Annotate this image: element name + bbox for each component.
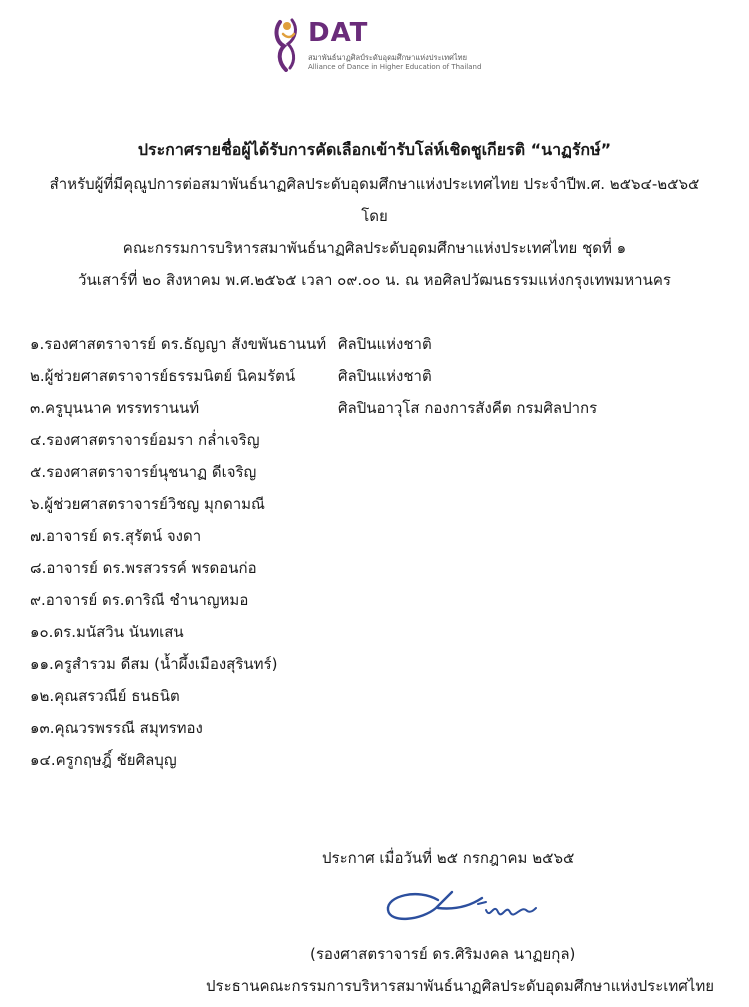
honoree-row bbox=[30, 718, 720, 750]
honoree-row bbox=[30, 526, 720, 558]
honoree-row bbox=[30, 430, 720, 462]
honoree-row bbox=[30, 334, 720, 366]
signature-icon bbox=[378, 880, 548, 932]
honoree-title: ศิลปินแห่งชาติ bbox=[338, 335, 432, 353]
honoree-row bbox=[30, 590, 720, 622]
signer-name: (รองศาสตราจารย์ ดร.ศิริมงคล นาฏยกุล) bbox=[310, 945, 576, 963]
honoree-title: ศิลปินอาวุโส กองการสังคีต กรมศิลปากร bbox=[338, 399, 598, 417]
logo-subtitle-english: Alliance of Dance in Higher Education of Thailand bbox=[308, 63, 482, 71]
honoree-name: ๗.อาจารย์ ดร.สุรัตน์ จงดา bbox=[30, 527, 202, 545]
honoree-name: ๑๔.ครูกฤษฎิ์ ชัยศิลบุญ bbox=[30, 751, 177, 769]
honoree-name: ๑๐.ดร.มนัสวิน นันทเสน bbox=[30, 623, 184, 641]
honoree-name: ๑๒.คุณสรวณีย์ ธนธนิต bbox=[30, 687, 180, 705]
honoree-list bbox=[30, 334, 720, 782]
honoree-row bbox=[30, 366, 720, 398]
logo-subtitle-thai: สมาพันธ์นาฏศิลป์ระดับอุดมศึกษาแห่งประเทศไทย bbox=[308, 53, 467, 62]
honoree-name: ๙.อาจารย์ ดร.ดาริณี ชำนาญหมอ bbox=[30, 591, 249, 609]
honoree-row bbox=[30, 622, 720, 654]
honoree-name: ๔.รองศาสตราจารย์อมรา กล่ำเจริญ bbox=[30, 431, 260, 449]
honoree-row bbox=[30, 494, 720, 526]
honoree-name: ๖.ผู้ช่วยศาสตราจารย์วิชญ มุกดามณี bbox=[30, 495, 265, 513]
announcement-subtitle: สำหรับผู้ที่มีคุณูปการต่อสมาพันธ์นาฏศิลประดับอุดมศึกษาแห่งประเทศไทย ประจำปีพ.ศ. ๒๕๖๔-๒๕๖๕ bbox=[49, 175, 700, 193]
honoree-name: ๑.รองศาสตราจารย์ ดร.ธัญญา สังขพันธานนท์ bbox=[30, 335, 327, 353]
honoree-name: ๓.ครูบุนนาค ทรรทรานนท์ bbox=[30, 399, 200, 417]
honoree-name: ๒.ผู้ช่วยศาสตราจารย์ธรรมนิตย์ นิคมรัตน์ bbox=[30, 367, 296, 385]
honoree-name: ๘.อาจารย์ ดร.พรสวรรค์ พรดอนก่อ bbox=[30, 559, 257, 577]
honoree-row bbox=[30, 654, 720, 686]
honoree-title: ศิลปินแห่งชาติ bbox=[338, 367, 432, 385]
dat-logo bbox=[270, 16, 480, 76]
signer-position: ประธานคณะกรรมการบริหารสมาพันธ์นาฏศิลประดับอุดมศึกษาแห่งประเทศไทย bbox=[206, 977, 715, 995]
honoree-name: ๑๑.ครูสำรวม ดีสม (น้ำผึ้งเมืองสุรินทร์) bbox=[30, 655, 278, 673]
honoree-row bbox=[30, 686, 720, 718]
announcement-dateline: ประกาศ เมื่อวันที่ ๒๕ กรกฎาคม ๒๕๖๕ bbox=[322, 849, 575, 867]
honoree-row bbox=[30, 750, 720, 782]
honoree-name: ๕.รองศาสตราจารย์นุชนาฏ ดีเจริญ bbox=[30, 463, 257, 481]
honoree-row bbox=[30, 558, 720, 590]
honoree-row bbox=[30, 462, 720, 494]
honoree-row bbox=[30, 398, 720, 430]
logo-title: DAT bbox=[308, 18, 369, 48]
dancer-icon bbox=[270, 16, 304, 72]
announcement-committee: คณะกรรมการบริหารสมาพันธ์นาฏศิลประดับอุดมศึกษาแห่งประเทศไทย ชุดที่ ๑ bbox=[122, 239, 627, 257]
announcement-by: โดย bbox=[361, 207, 388, 225]
announcement-title: ประกาศรายชื่อผู้ได้รับการคัดเลือกเข้ารับโล่ห์เชิดชูเกียรติ “นาฏรักษ์” bbox=[137, 140, 612, 159]
announcement-event-date: วันเสาร์ที่ ๒๐ สิงหาคม พ.ศ.๒๕๖๕ เวลา ๐๙.๐๐ น. ณ หอศิลปวัฒนธรรมแห่งกรุงเทพมหานคร bbox=[78, 271, 671, 289]
honoree-name: ๑๓.คุณวรพรรณี สมุทรทอง bbox=[30, 719, 203, 737]
